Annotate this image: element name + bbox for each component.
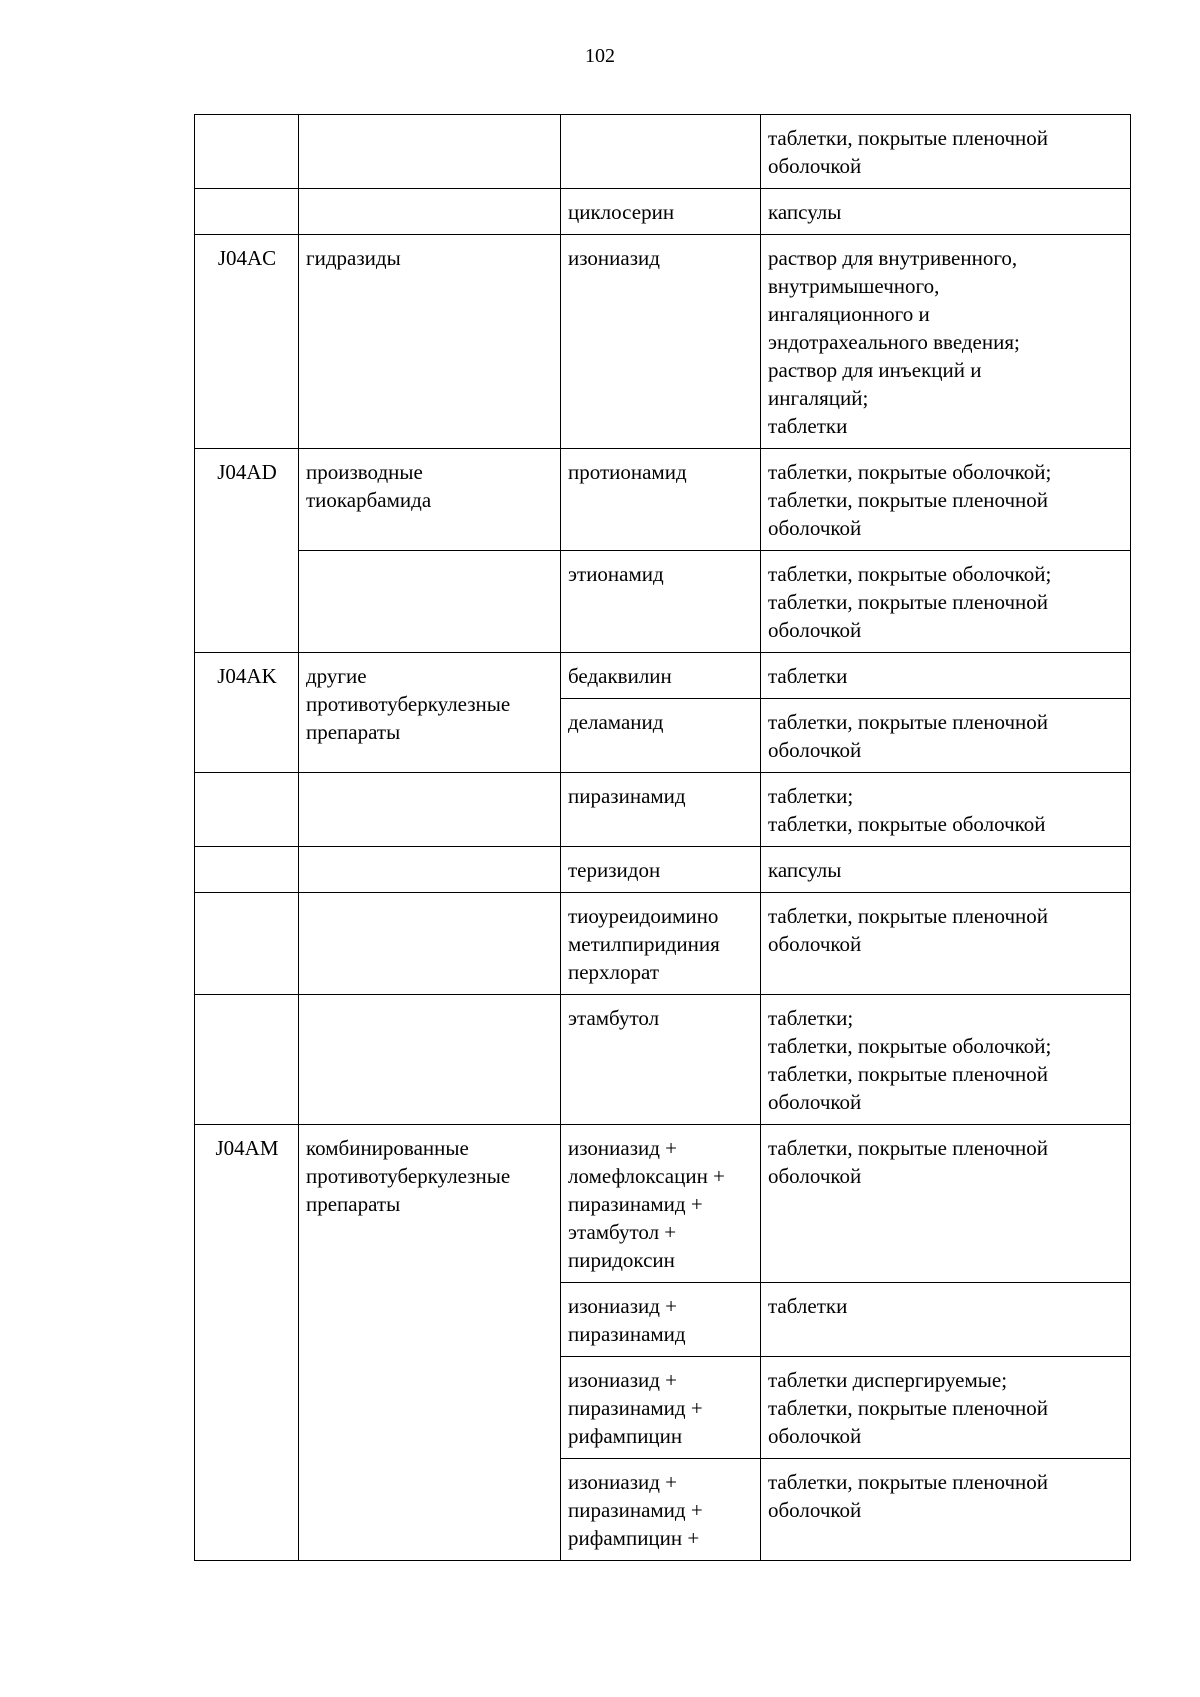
drug-cell: тиоуреидоимино метилпиридиния перхлорат [561, 893, 761, 995]
form-cell: таблетки [761, 653, 1131, 699]
table-row [195, 551, 1131, 653]
form-cell: таблетки, покрытые пленочной оболочкой [761, 115, 1131, 189]
group-cell: другие противотуберкулезные препараты [299, 653, 561, 773]
group-cell [299, 893, 561, 995]
group-cell [299, 773, 561, 847]
drug-cell: изониазид + пиразинамид + рифампицин [561, 1357, 761, 1459]
table-row [195, 773, 1131, 847]
table-row [195, 189, 1131, 235]
table-row [195, 235, 1131, 449]
atc-code-cell: J04AK [195, 653, 299, 773]
atc-code-cell [195, 189, 299, 235]
table-row [195, 653, 1131, 699]
group-cell: гидразиды [299, 235, 561, 449]
table-row [195, 1125, 1131, 1283]
group-cell: комбинированные противотуберкулезные препараты [299, 1125, 561, 1561]
drug-cell: изониазид [561, 235, 761, 449]
atc-code-cell [195, 995, 299, 1125]
drug-cell: изониазид + пиразинамид + рифампицин + [561, 1459, 761, 1561]
table-row [195, 847, 1131, 893]
form-cell: раствор для внутривенного, внутримышечного, ингаляционного и эндотрахеального введения; раствор для инъекций и ингаляций; таблетки [761, 235, 1131, 449]
table-row [195, 995, 1131, 1125]
form-cell: таблетки, покрытые пленочной оболочкой [761, 1125, 1131, 1283]
atc-code-cell: J04AC [195, 235, 299, 449]
form-cell: таблетки; таблетки, покрытые оболочкой [761, 773, 1131, 847]
form-cell: таблетки, покрытые пленочной оболочкой [761, 1459, 1131, 1561]
group-cell [299, 189, 561, 235]
drug-cell: этионамид [561, 551, 761, 653]
drug-cell: протионамид [561, 449, 761, 551]
drug-cell: изониазид + ломефлоксацин + пиразинамид + этамбутол + пиридоксин [561, 1125, 761, 1283]
form-cell: капсулы [761, 847, 1131, 893]
table-row [195, 115, 1131, 189]
atc-code-cell [195, 847, 299, 893]
atc-code-cell [195, 115, 299, 189]
drug-table [194, 114, 1131, 1561]
group-cell [299, 115, 561, 189]
drug-cell: деламанид [561, 699, 761, 773]
group-cell: производные тиокарбамида [299, 449, 561, 551]
drug-cell: пиразинамид [561, 773, 761, 847]
atc-code-cell: J04AD [195, 449, 299, 653]
form-cell: таблетки, покрытые пленочной оболочкой [761, 699, 1131, 773]
drug-cell: циклосерин [561, 189, 761, 235]
group-cell [299, 995, 561, 1125]
atc-code-cell [195, 773, 299, 847]
form-cell: капсулы [761, 189, 1131, 235]
drug-cell: этамбутол [561, 995, 761, 1125]
atc-code-cell [195, 893, 299, 995]
form-cell: таблетки; таблетки, покрытые оболочкой; таблетки, покрытые пленочной оболочкой [761, 995, 1131, 1125]
form-cell: таблетки диспергируемые; таблетки, покрытые пленочной оболочкой [761, 1357, 1131, 1459]
drug-cell: теризидон [561, 847, 761, 893]
drug-cell: изониазид + пиразинамид [561, 1283, 761, 1357]
group-cell [299, 847, 561, 893]
form-cell: таблетки, покрытые оболочкой; таблетки, покрытые пленочной оболочкой [761, 449, 1131, 551]
table-row [195, 449, 1131, 551]
drug-cell: бедаквилин [561, 653, 761, 699]
form-cell: таблетки [761, 1283, 1131, 1357]
drug-cell [561, 115, 761, 189]
form-cell: таблетки, покрытые пленочной оболочкой [761, 893, 1131, 995]
group-cell [299, 551, 561, 653]
page-number: 102 [585, 45, 615, 67]
atc-code-cell: J04AM [195, 1125, 299, 1561]
table-row [195, 893, 1131, 995]
form-cell: таблетки, покрытые оболочкой; таблетки, покрытые пленочной оболочкой [761, 551, 1131, 653]
